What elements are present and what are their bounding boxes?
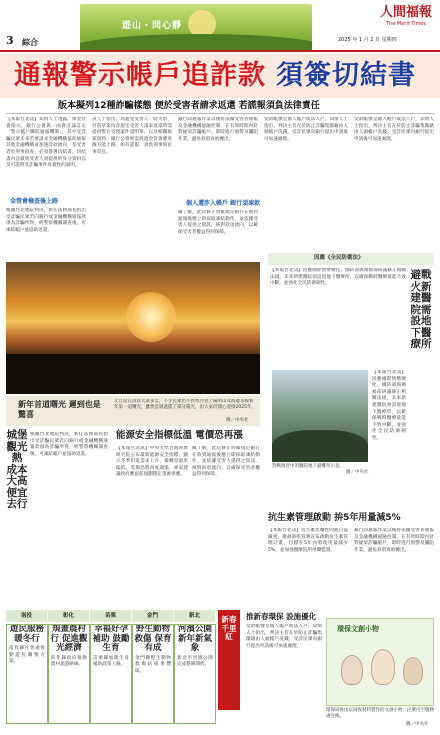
photo-caption-text: 環保局推出以回收材料製作的文創小物，民眾可至服務處兌換。	[326, 708, 434, 719]
article-column: 受款帳號是個人帳戶或法人戶，知情人士指出，判決主旨在於防止詐騙集團藉由人頭帳戶洗錢，受詐民眾向銀行提出申請後可加速處理。	[354, 117, 434, 142]
brief-body: 新北市河濱公園完成整修開放。	[177, 655, 213, 668]
issue-date: 2025 年 1 月 2 日 星期四	[338, 37, 397, 43]
sunrise-glow	[126, 292, 176, 342]
regional-brief	[132, 624, 174, 724]
brief-title: 規畫農村行 促進觀光經濟	[50, 624, 88, 653]
crowd-silhouette	[6, 354, 260, 394]
brief-title: 幸福好孕補助 鼓勵生育	[92, 624, 130, 653]
article-column: 銀行間通報作業以後將依據受害者通報及金融機構風險控制，在有效時間內針對疑似詐騙帳戶，即時進行預警及攔阻作業，避免款項再被轉出。	[178, 117, 258, 142]
feature-label: 新春千里紅	[221, 615, 237, 641]
hospital-photo	[272, 370, 368, 462]
antibiotic-title: 抗生素管理啟動 拚5年用量減5%	[268, 513, 401, 523]
craft-photo	[326, 618, 434, 706]
article-column: 【本報台北訊】知情人士透露，保金管會指示，銀行公會與一兩會討論訂定「警示帳戶聯防通報機制」，其中受詐騙民眾未來若要請求金融機構協助通報其他金融機構並加速詐款流向，是受害者於刑事偵查、必須簽署切結書，切結書內容載明受害人須提供的身分資料以及可證明受詐騙事件真實性的說明。	[6, 117, 86, 169]
article-column: 根據台北地院判決，新任法務部長指出受詐騙民眾若向銀行或金融機構通報款項為詐騙所得，經警察機關調查後，可凍結帳戶並協助返還。	[6, 208, 86, 233]
vertical-title: 城堡觀光熱 成本大高便宜去行	[6, 429, 28, 510]
article-column: 【本報台北訊】抗生素抗藥性問題日益嚴重，衛福部疾管署宣布啟動抗生素管理計畫，目標在5年內將使用量減少5%，並加強醫療院所用藥監測。	[268, 528, 348, 553]
page-number: 3	[6, 34, 14, 47]
brief-title: 河濱公園 新年新氣象	[177, 624, 212, 653]
article-subheading: 個人遭詐入帳戶 銀行須凍款	[186, 200, 261, 207]
article-column: 受款帳號是個人帳戶或法人戶，知情人士指出，判決主旨在於防止詐騙集團藉由人頭帳戶洗錢，受詐民眾向銀行提出申請後可加速處理。	[246, 624, 322, 649]
brief-body: 苗栗縣加碼生育補助政策上路。	[93, 655, 129, 668]
brief-body: 金門縣野生動物救傷站成果豐碩。	[135, 655, 171, 674]
region-tab: 彰化	[48, 610, 90, 622]
article-column: 銀行間通報作業以後將依據受害者通報及金融機構風險控制，在有效時間內針對疑似詐騙帳戶，即時進行預警及攔阻作業，避免款項再被轉出。	[354, 528, 434, 553]
region-tab: 金門	[132, 610, 174, 622]
brief-title: 野生動物救傷 保育有成	[134, 624, 172, 653]
side-article-title: 避戰火新建醫院需設地下醫療所	[410, 269, 432, 350]
article-column: 據了解，此次修正明確規定銀行在收到通報後應立即採取凍結動作，並依據受害人提供之資訊，核對款項流向，以確保受害者權益得到保障。	[178, 210, 258, 235]
sunrise-photo	[6, 262, 260, 394]
banner-slogan: 遊山・問心靜	[122, 21, 183, 31]
brief-body: 彰化縣政府推動農村旅遊路線。	[51, 655, 87, 668]
craft-figure	[403, 657, 423, 685]
article-column: 【本報台北訊】因應國際情勢變化，國防部與衛福部研議修正相關法規，未來新建醫院須設置地下醫療所，以確保戰時醫療量能不致中斷，並強化全民防衛韌性。	[270, 268, 406, 287]
photo-caption-text: 對戰演習中的醫院地下避難所示意。	[272, 464, 344, 469]
regional-brief	[6, 624, 48, 724]
banner-illustration	[80, 4, 312, 52]
article-subheading: 金管會檢查後上路	[10, 198, 59, 205]
region-tab: 南投	[6, 610, 48, 622]
header-divider	[0, 50, 440, 52]
article-column: 該人士指出，為避免受害人一時失察，目前草案內容規定受害人請求返還時需提供警方受理案件證明單、以及相關報案資料，銀行公會則需經過金管會審查後方能上路。如有謊報，須負刑事與民事責任。	[92, 117, 172, 155]
region-tab: 新北	[174, 610, 216, 622]
headline-accent: 須簽切結書	[276, 60, 416, 91]
craft-figure	[371, 649, 395, 685]
brief-title: 遊民服務暖冬行	[9, 624, 44, 644]
photo-credit: 圖／中央社	[226, 418, 249, 423]
article-column: 【本報台北訊】因應國際情勢變化，國防部與衛福部研議修正相關法規，未來新建醫院須設置地下醫療所，以確保戰時醫療量能不致中斷，並強化全民防衛韌性。	[372, 370, 406, 441]
photo-title: 環保文創小物	[337, 625, 379, 633]
photo-caption-title: 新年首道曙光 遲到也是驚喜	[18, 400, 101, 419]
divider	[6, 113, 434, 114]
photo-caption-text: 元旦當日清晨天氣多雲，不少民眾仍不畏寒冷登上陽明山及海邊等候新年第一道曙光，雖然雲層遮擋了部分陽光，但大家仍開心迎接2025年。	[114, 399, 256, 410]
photo-scene	[272, 430, 368, 462]
article-column: 根據台北地院判決，新任法務部長指出受詐騙民眾若向銀行或金融機構通報款項為詐騙所得，經警察機關調查後，可凍結帳戶並協助返還。	[30, 432, 108, 457]
region-tabs	[6, 610, 216, 622]
regional-brief	[48, 624, 90, 724]
notice-label: 因應《全民防衛法》	[314, 255, 364, 261]
craft-figure	[341, 655, 363, 685]
newspaper-logo-en: The Merit Times	[386, 21, 427, 27]
article-column: 受款帳號是個人帳戶或法人戶，知情人士指出，判決主旨在於防止詐騙集團藉由人頭帳戶洗錢，受詐民眾向銀行提出申請後可加速處理。	[264, 117, 348, 142]
article-column: 【本報台北訊】中央大學台灣經濟研究院公布最新能源安全指標，顯示冬季用電需求上升，備轉容量率偏低，電價恐將再度調漲，專家建議政府應提前規劃穩定電源供應。	[116, 446, 188, 478]
regional-brief	[90, 624, 132, 724]
section-name: 綜合	[22, 37, 38, 47]
subheadline: 版本擬列12種詐騙樣態 便於受害者請求返還 若謊報須負法律責任	[58, 101, 320, 111]
regional-brief	[174, 624, 216, 724]
photo-credit: 圖／中央社	[346, 470, 369, 475]
region-tab: 苗栗	[90, 610, 132, 622]
feature-title: 推新春環保 設施優化	[246, 612, 317, 621]
mid-article-title: 能源安全指標低溫 電價恐再漲	[116, 430, 243, 441]
newspaper-logo: 人間福報	[380, 5, 433, 20]
brief-body: 南投縣社會處推動遊民關懷方案。	[9, 646, 45, 665]
article-column: 據了解，此次修正明確規定銀行在收到通報後應立即採取凍結動作，並依據受害人提供之資訊，核對款項流向，以確保受害者權益得到保障。	[192, 446, 260, 478]
photo-credit: 圖／中央社	[406, 722, 429, 727]
headline-main: 通報警示帳戶追詐款	[14, 60, 266, 91]
